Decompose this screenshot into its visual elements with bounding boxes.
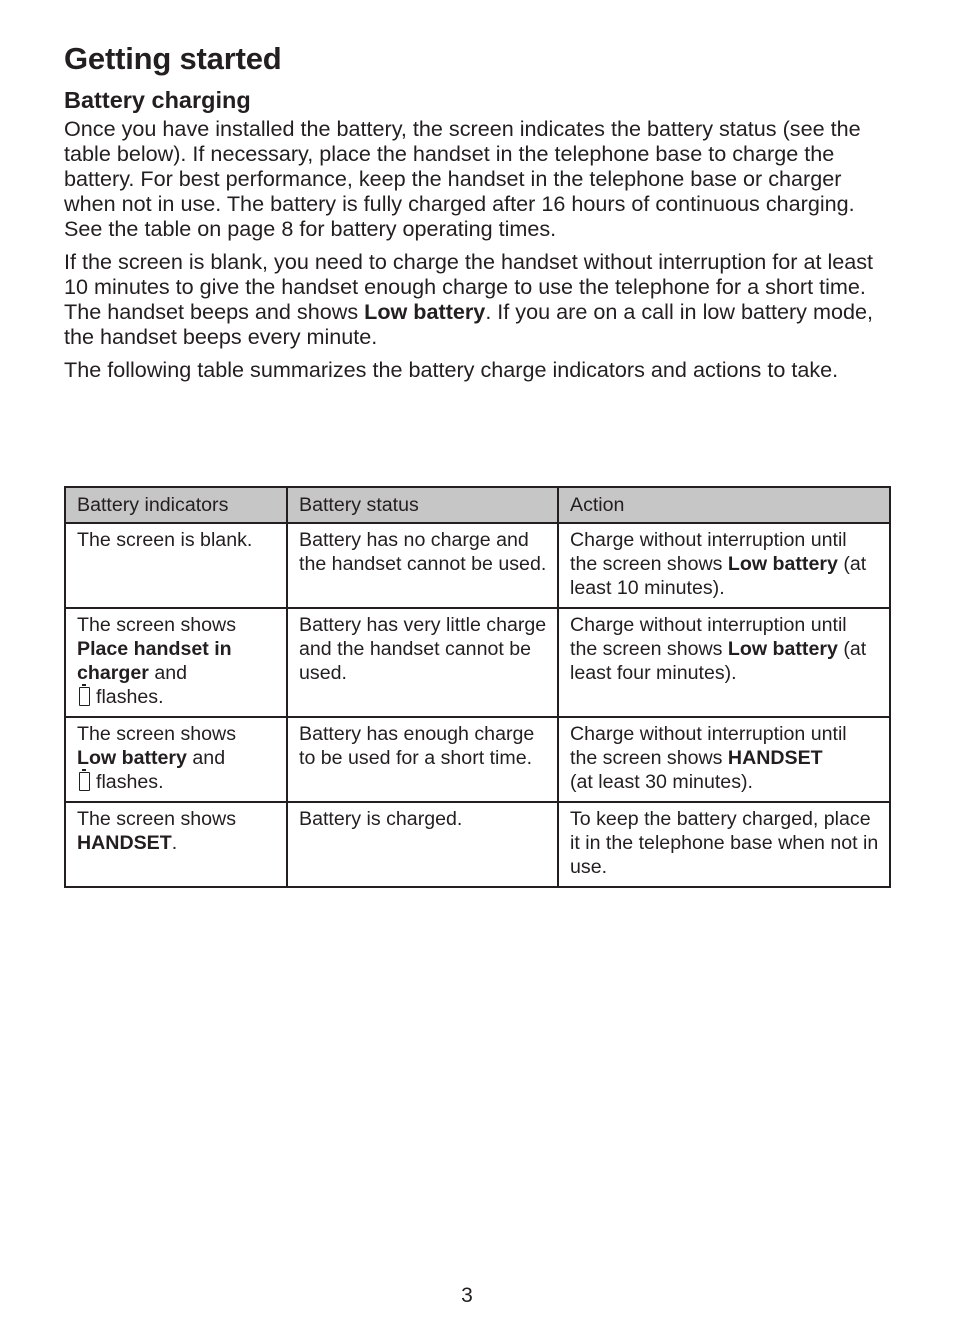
page-content	[64, 38, 890, 382]
table-row	[65, 608, 890, 717]
header-action: Action	[558, 487, 890, 523]
action-cell: Charge without interruption until the screen shows HANDSET (at least 30 minutes).	[558, 717, 890, 802]
indicator-cell: The screen is blank.	[65, 523, 287, 608]
action-cell: To keep the battery charged, place it in the telephone base when not in use.	[558, 802, 890, 887]
table-row	[65, 802, 890, 887]
status-cell: Battery has enough charge to be used for a short time.	[287, 717, 558, 802]
header-battery-indicators: Battery indicators	[65, 487, 287, 523]
indicator-cell: The screen shows Place handset in charger and flashes.	[65, 608, 287, 717]
paragraph-table-intro: The following table summarizes the battery charge indicators and actions to take.	[64, 357, 839, 382]
action-cell: Charge without interruption until the screen shows Low battery (at least 10 minutes).	[558, 523, 890, 608]
battery-indicator-table	[64, 486, 891, 888]
indicator-cell: The screen shows Low battery and flashes.	[65, 717, 287, 802]
status-cell: Battery is charged.	[287, 802, 558, 887]
table-row	[65, 717, 890, 802]
table-header-row	[65, 487, 890, 523]
page-number: 3	[461, 1284, 473, 1307]
battery-empty-icon	[79, 772, 90, 791]
paragraph-blank-screen: If the screen is blank, you need to charge the handset without interruption for at least 10 minutes to give the handset enough charge to use the telephone for a short time. The handset beeps and shows Low battery. If you are on a call in low battery mode, the handset beeps every minute.	[64, 249, 874, 349]
page-title: Getting started	[64, 41, 282, 76]
low-battery-term: Low battery	[364, 299, 486, 324]
status-cell: Battery has very little charge and the handset cannot be used.	[287, 608, 558, 717]
battery-empty-icon	[79, 687, 90, 706]
section-title: Battery charging	[64, 87, 251, 113]
header-battery-status: Battery status	[287, 487, 558, 523]
status-cell: Battery has no charge and the handset cannot be used.	[287, 523, 558, 608]
table-row	[65, 523, 890, 608]
action-cell: Charge without interruption until the screen shows Low battery (at least four minutes).	[558, 608, 890, 717]
indicator-cell: The screen shows HANDSET.	[65, 802, 287, 887]
paragraph-intro: Once you have installed the battery, the screen indicates the battery status (see the table below). If necessary, place the handset in the telephone base to charge the battery. For best performance, keep the handset in the telephone base or charger when not in use. The battery is fully charged after 16 hours of continuous charging. See the table on page 8 for battery operating times.	[64, 116, 861, 241]
